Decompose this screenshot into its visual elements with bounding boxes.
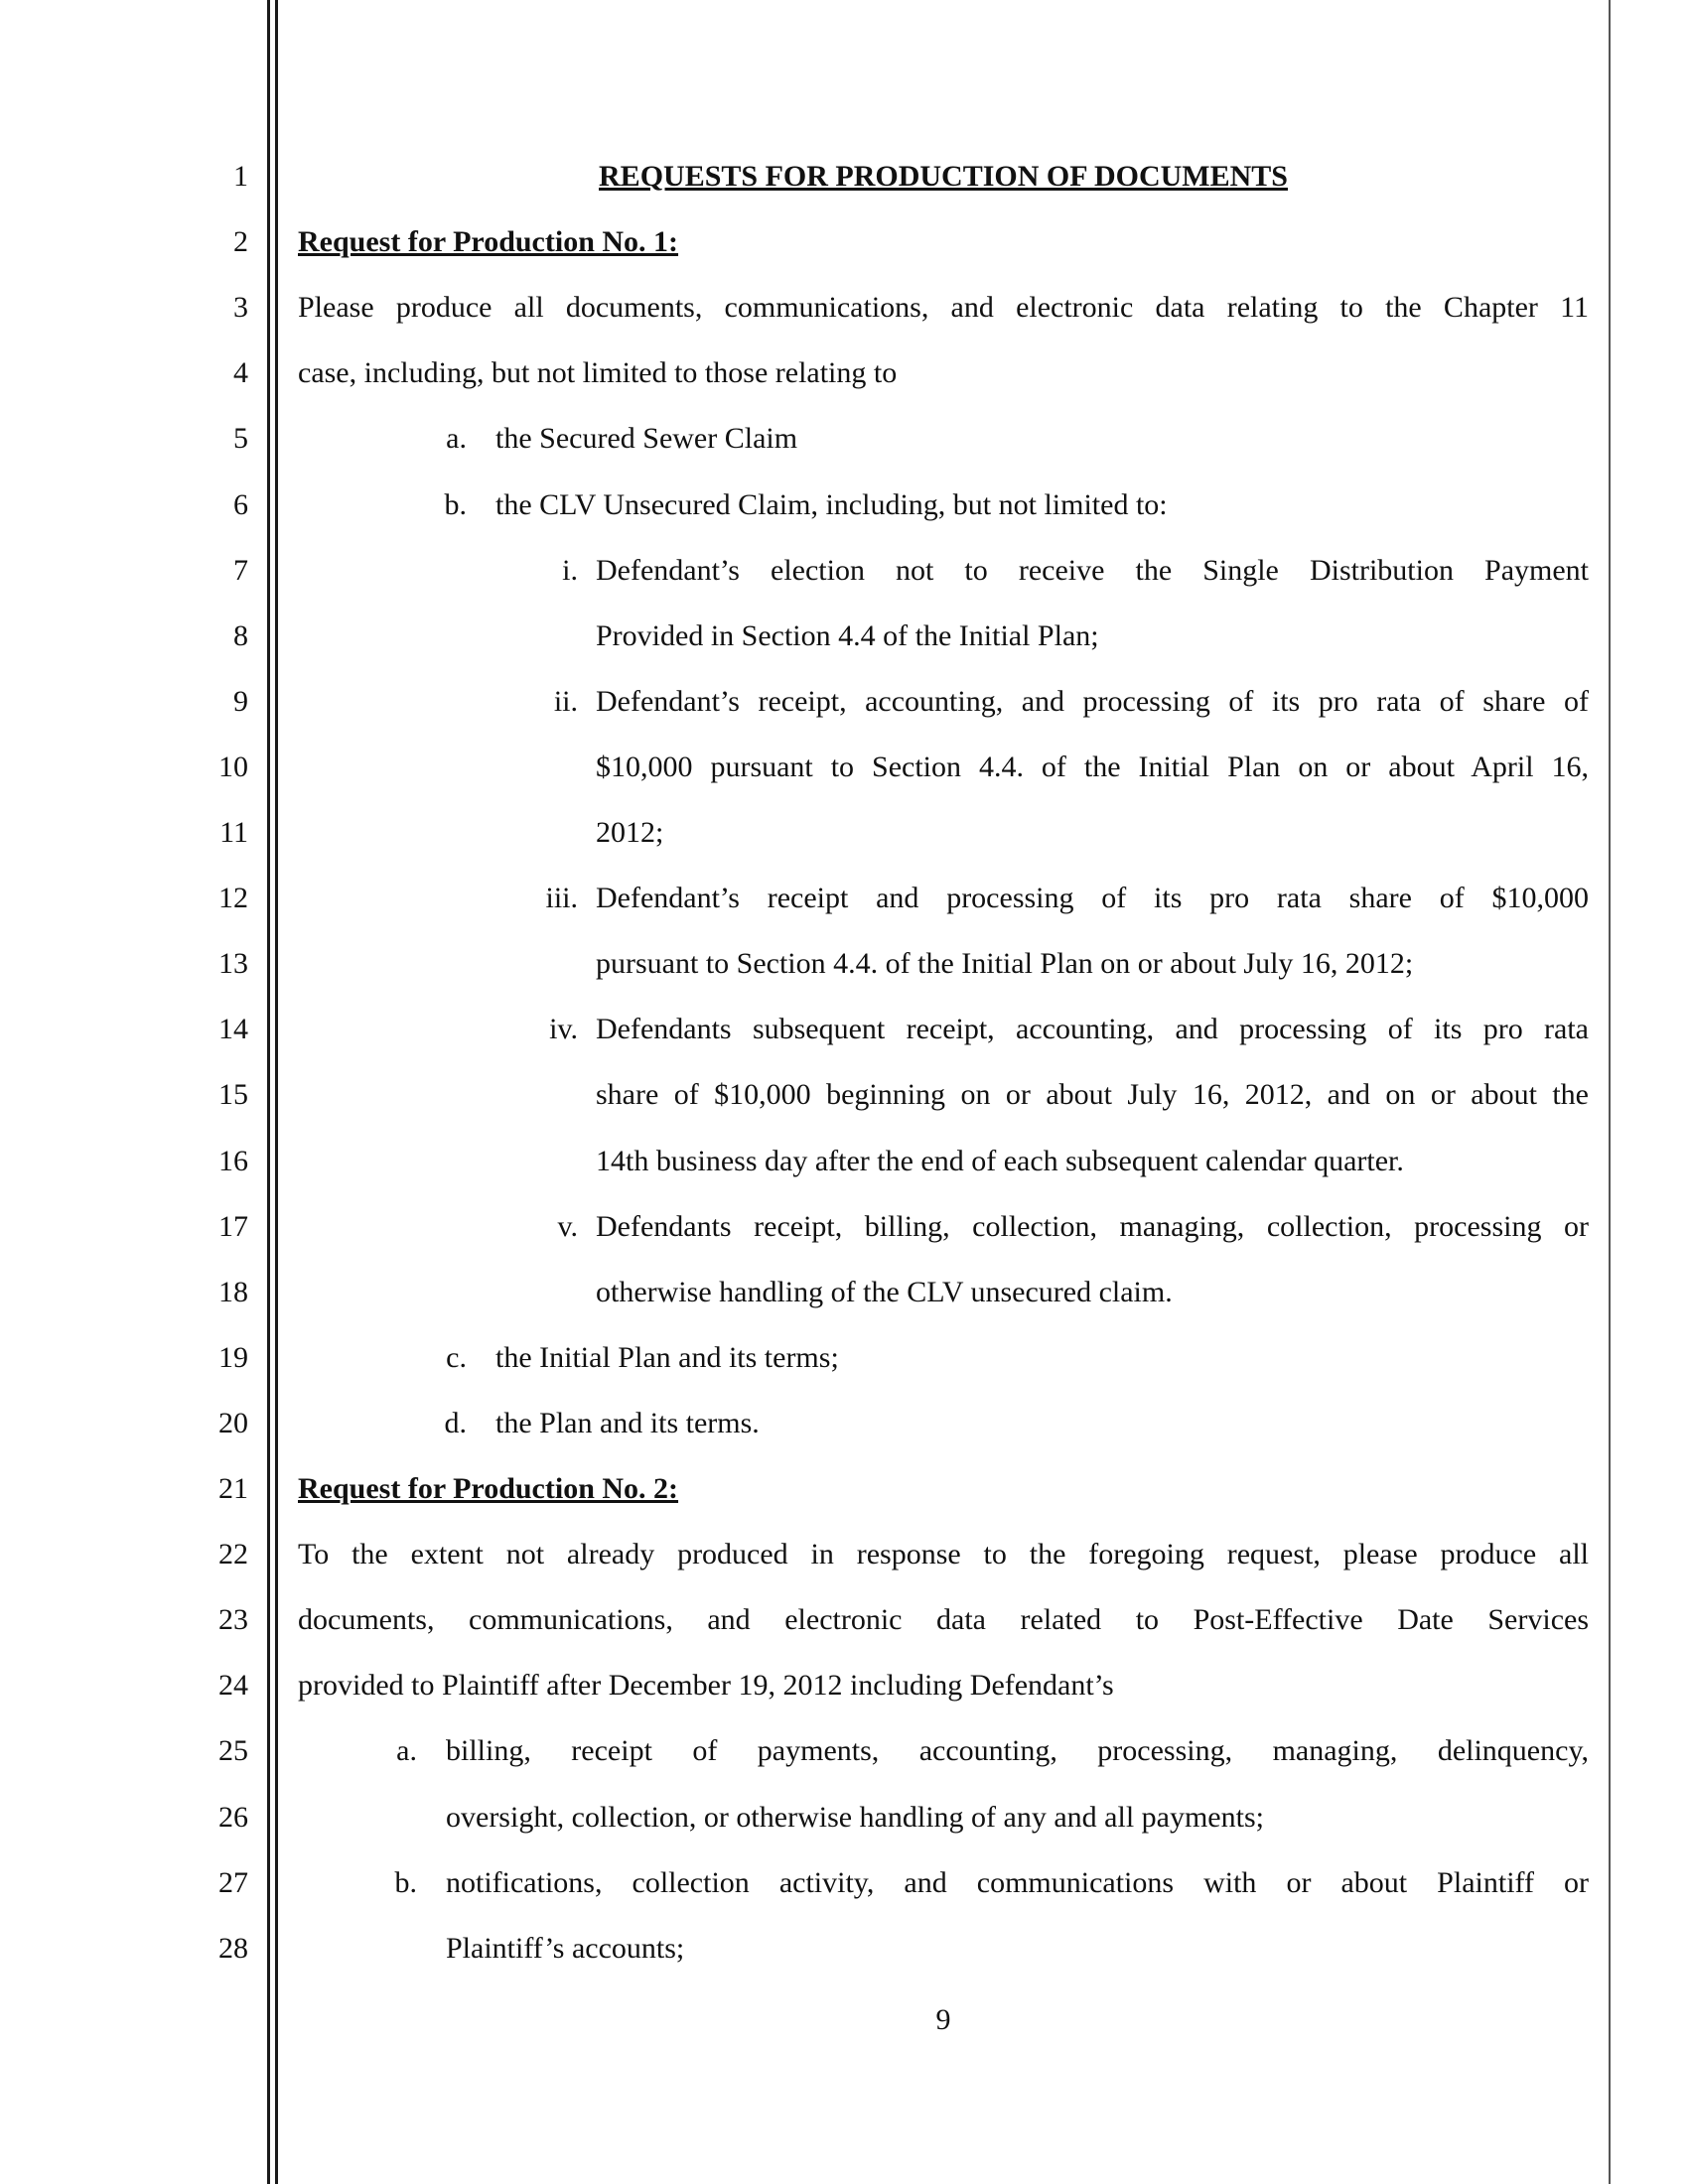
request-1-item-c: the Initial Plan and its terms; — [495, 1341, 839, 1374]
item-marker: c. — [446, 1341, 467, 1374]
line-number: 7 — [233, 554, 248, 587]
line-number: 21 — [218, 1472, 248, 1505]
line-number: 27 — [218, 1866, 248, 1899]
subitem-marker: i. — [562, 554, 578, 587]
line-number: 8 — [233, 619, 248, 652]
subitem-iii-line-1: Defendant’s receipt and processing of its pro rata share of $10,000 — [596, 882, 1589, 914]
line-number: 4 — [233, 356, 248, 389]
line-number: 17 — [218, 1210, 248, 1243]
line-number: 16 — [218, 1145, 248, 1177]
request-2-item-a-line-2: oversight, collection, or otherwise handling of any and all payments; — [446, 1801, 1264, 1834]
subitem-iv-line-2: share of $10,000 beginning on or about July 16, 2012, and on or about the — [596, 1078, 1589, 1111]
subitem-ii-line-2: $10,000 pursuant to Section 4.4. of the Initial Plan on or about April 16, — [596, 751, 1589, 783]
line-number: 1 — [233, 160, 248, 193]
item-marker: a. — [396, 1734, 417, 1767]
line-number: 14 — [218, 1013, 248, 1045]
request-1-title: Request for Production No. 1: — [298, 225, 679, 258]
request-2-line-2: documents, communications, and electronic data related to Post-Effective Date Services — [298, 1603, 1589, 1636]
line-number: 11 — [219, 816, 248, 849]
request-2-item-b-line-1: notifications, collection activity, and communications with or about Plaintiff or — [446, 1866, 1589, 1899]
line-number: 18 — [218, 1276, 248, 1308]
margin-rule-left-1 — [267, 0, 270, 2184]
subitem-ii-line-1: Defendant’s receipt, accounting, and processing of its pro rata of share of — [596, 685, 1589, 718]
subitem-marker: iii. — [545, 882, 578, 914]
subitem-i-line-2: Provided in Section 4.4 of the Initial Plan; — [596, 619, 1099, 652]
margin-rule-left-2 — [275, 0, 278, 2184]
line-number: 28 — [218, 1932, 248, 1965]
line-number: 22 — [218, 1538, 248, 1570]
subitem-marker: iv. — [549, 1013, 578, 1045]
line-number: 2 — [233, 225, 248, 258]
subitem-iv-line-1: Defendants subsequent receipt, accounting, and processing of its pro rata — [596, 1013, 1589, 1045]
item-marker: b. — [394, 1866, 417, 1899]
subitem-iv-line-3: 14th business day after the end of each subsequent calendar quarter. — [596, 1145, 1404, 1177]
request-2-line-1: To the extent not already produced in response to the foregoing request, please produce all — [298, 1538, 1589, 1570]
request-2-line-3: provided to Plaintiff after December 19, 2012 including Defendant’s — [298, 1669, 1114, 1702]
request-1-item-a: the Secured Sewer Claim — [495, 422, 798, 455]
subitem-iii-line-2: pursuant to Section 4.4. of the Initial Plan on or about July 16, 2012; — [596, 947, 1414, 980]
item-marker: a. — [446, 422, 467, 455]
subitem-marker: ii. — [553, 685, 578, 718]
line-number: 25 — [218, 1734, 248, 1767]
item-marker: d. — [444, 1407, 467, 1439]
request-2-item-b-line-2: Plaintiff’s accounts; — [446, 1932, 685, 1965]
line-number: 3 — [233, 291, 248, 324]
request-1-intro-line-1: Please produce all documents, communications, and electronic data relating to the Chapter 11 — [298, 291, 1589, 324]
request-1-item-b: the CLV Unsecured Claim, including, but not limited to: — [495, 488, 1168, 521]
line-number: 5 — [233, 422, 248, 455]
line-number: 6 — [233, 488, 248, 521]
subitem-ii-line-3: 2012; — [596, 816, 664, 849]
line-number: 13 — [218, 947, 248, 980]
request-1-intro-line-2: case, including, but not limited to those relating to — [298, 356, 898, 389]
line-number: 20 — [218, 1407, 248, 1439]
request-2-item-a-line-1: billing, receipt of payments, accounting, processing, managing, delinquency, — [446, 1734, 1589, 1767]
request-1-item-d: the Plan and its terms. — [495, 1407, 760, 1439]
line-number: 15 — [218, 1078, 248, 1111]
section-heading: REQUESTS FOR PRODUCTION OF DOCUMENTS — [599, 160, 1288, 193]
request-2-title: Request for Production No. 2: — [298, 1472, 679, 1505]
line-number: 9 — [233, 685, 248, 718]
line-number: 26 — [218, 1801, 248, 1834]
page-number: 9 — [935, 2003, 951, 2036]
line-number: 23 — [218, 1603, 248, 1636]
margin-rule-right — [1609, 0, 1611, 2184]
subitem-marker: v. — [557, 1210, 578, 1243]
subitem-i-line-1: Defendant’s election not to receive the Single Distribution Payment — [596, 554, 1589, 587]
item-marker: b. — [444, 488, 467, 521]
line-number: 24 — [218, 1669, 248, 1702]
line-number: 10 — [218, 751, 248, 783]
subitem-v-line-2: otherwise handling of the CLV unsecured claim. — [596, 1276, 1173, 1308]
line-number: 12 — [218, 882, 248, 914]
subitem-v-line-1: Defendants receipt, billing, collection, managing, collection, processing or — [596, 1210, 1589, 1243]
line-number: 19 — [218, 1341, 248, 1374]
